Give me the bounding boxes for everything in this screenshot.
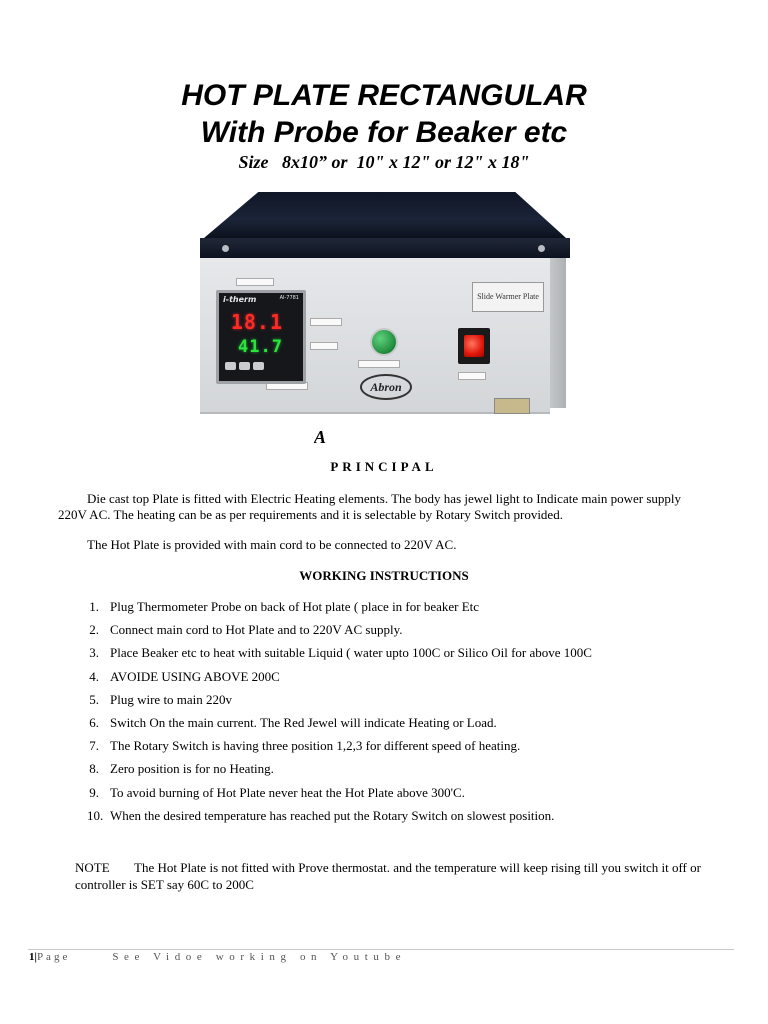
instruction-number: 2.: [89, 622, 99, 638]
panel-tag: [458, 372, 486, 380]
instruction-text: To avoid burning of Hot Plate never heat the Hot Plate above 300'C.: [110, 784, 465, 800]
panel-tag: [310, 342, 338, 350]
instruction-number: 7.: [89, 738, 99, 754]
instruction-item: [87, 785, 707, 808]
controller-key: [253, 362, 264, 370]
principal-paragraph: Die cast top Plate is fitted with Electric Heating elements. The body has jewel light to Indicate main power supply 220V AC. The heating can be as per requirements and it is selectable by Rotary Switch provided.: [58, 491, 681, 522]
plate-top-surface: [204, 192, 566, 238]
controller-key: [225, 362, 236, 370]
instructions-list: [87, 599, 707, 831]
stray-glyph: A: [314, 430, 327, 444]
instruction-text: Plug Thermometer Probe on back of Hot plate ( place in for beaker Etc: [110, 599, 480, 614]
controller-key: [239, 362, 250, 370]
panel-tag: [310, 318, 342, 326]
instruction-number: 6.: [89, 714, 99, 730]
instruction-item: [87, 669, 707, 692]
page-number: 1: [29, 951, 35, 963]
plate-top-edge: [200, 238, 570, 258]
hot-plate-photo: [176, 182, 578, 444]
controller-keys: [225, 357, 267, 375]
panel-tag: [358, 360, 400, 368]
instruction-item: [87, 692, 707, 715]
instruction-text: Zero position is for no Heating.: [110, 761, 274, 777]
main-cord-paragraph: The Hot Plate is provided with main cord to be connected to 220V AC.: [87, 537, 457, 552]
product-label-text: Slide Warmer Plate: [477, 292, 539, 301]
document-subtitle: With Probe for Beaker etc: [200, 116, 568, 149]
instruction-item: [87, 738, 707, 761]
instruction-item: [87, 645, 707, 668]
instruction-text: Place Beaker etc to heat with suitable Liquid ( water upto 100C or Silico Oil for above 100C: [110, 645, 592, 661]
controller-model: AI-7781: [279, 295, 299, 301]
instruction-number: 4.: [89, 668, 99, 684]
document-title: HOT PLATE RECTANGULAR: [181, 79, 587, 112]
page-label: Page: [36, 951, 71, 963]
plate-side: [550, 258, 566, 408]
footer-divider: [28, 949, 734, 950]
panel-tag: [236, 278, 274, 286]
instruction-text: The Rotary Switch is having three position 1,2,3 for different speed of heating.: [110, 738, 521, 754]
instruction-item: [87, 808, 707, 831]
abron-logo: Abron: [360, 374, 412, 400]
size-line: Size 8x10” or 10" x 12" or 12" x 18": [238, 152, 530, 172]
footer: [29, 951, 406, 963]
instruction-text: Plug wire to main 220v: [110, 691, 233, 707]
instruction-text: Switch On the main current. The Red Jewel will indicate Heating or Load.: [110, 714, 497, 730]
note-label: NOTE: [75, 860, 110, 875]
instruction-number: 9.: [89, 784, 99, 800]
instruction-number: 3.: [89, 645, 99, 661]
screw: [222, 245, 229, 252]
controller-brand: i-therm: [223, 295, 257, 304]
rotary-knob: [370, 328, 398, 356]
youtube-note: See Vidoe working on Youtube: [112, 951, 407, 963]
certification-sticker: [494, 398, 530, 414]
note-text: The Hot Plate is not fitted with Prove thermostat. and the temperature will keep rising till you switch it off or controller is SET say 60C to 200C: [75, 860, 701, 892]
instruction-item: [87, 715, 707, 738]
sv-display: 41.7: [238, 337, 283, 357]
product-label: [472, 282, 544, 312]
footer-separator: |: [34, 951, 37, 963]
power-switch-lamp: [458, 328, 490, 364]
principal-heading: PRINCIPAL: [330, 459, 438, 474]
screw: [538, 245, 545, 252]
pv-display: 18.1: [230, 310, 283, 334]
instruction-text: Connect main cord to Hot Plate and to 220V AC supply.: [110, 622, 403, 638]
instruction-number: 8.: [89, 761, 99, 777]
instruction-item: [87, 622, 707, 645]
note-paragraph: [75, 859, 715, 893]
instruction-item: [87, 761, 707, 784]
instruction-number: 5.: [89, 691, 99, 707]
instruction-item: [87, 599, 707, 622]
instruction-number: 1.: [89, 599, 99, 614]
temperature-controller: [216, 290, 306, 384]
instruction-number: 10.: [87, 807, 104, 823]
working-instructions-heading: WORKING INSTRUCTIONS: [299, 568, 469, 583]
instruction-text: AVOIDE USING ABOVE 200C: [110, 668, 280, 684]
instruction-text: When the desired temperature has reached put the Rotary Switch on slowest position.: [110, 807, 555, 823]
